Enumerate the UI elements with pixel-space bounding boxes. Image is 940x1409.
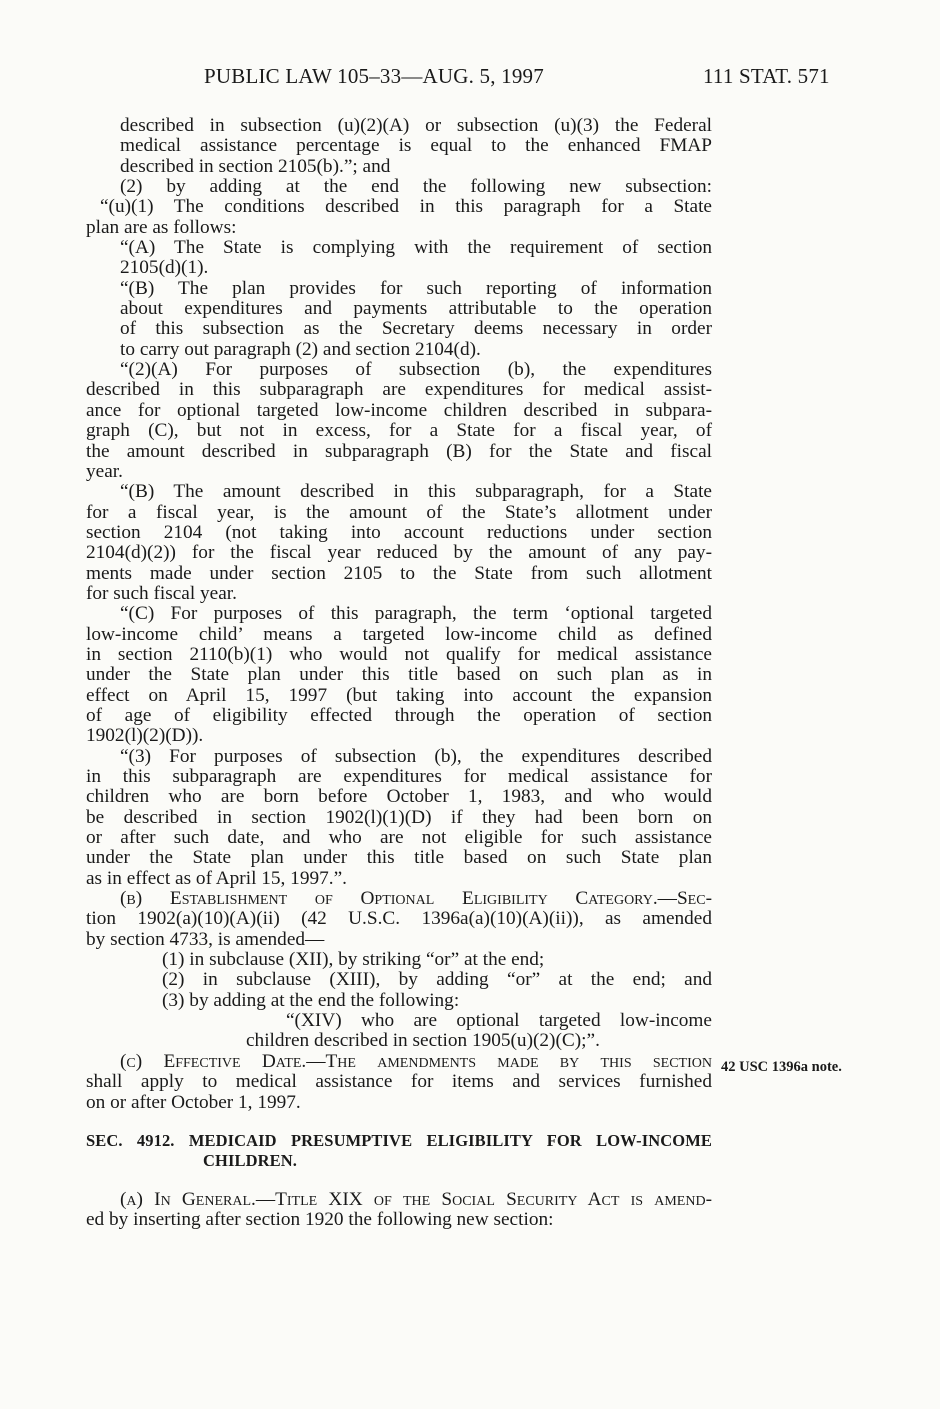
section-heading: CHILDREN. xyxy=(203,1151,297,1171)
text-line: ed by inserting after section 1920 the following new section: xyxy=(86,1208,554,1230)
text-line: to carry out paragraph (2) and section 2104(d). xyxy=(120,338,481,360)
text-line: “(u)(1) The conditions described in this paragraph for a State xyxy=(100,196,712,218)
text-line: of this subsection as the Secretary deems necessary in order xyxy=(120,318,712,340)
text-line: by section 4733, is amended— xyxy=(86,928,325,950)
text-line: section 2104 (not taking into account reductions under section xyxy=(86,521,712,543)
text-line: shall apply to medical assistance for items and services furnished xyxy=(86,1071,712,1093)
text-line: “(B) The plan provides for such reporting of information xyxy=(120,277,712,299)
text-line: tion 1902(a)(10)(A)(ii) (42 U.S.C. 1396a(a)(10)(A)(ii)), as amended xyxy=(86,908,712,930)
text-line: ments made under section 2105 to the State from such allotment xyxy=(86,562,712,584)
text-line: described in this subparagraph are expenditures for medical assist- xyxy=(86,379,712,401)
text-line: year. xyxy=(86,460,123,482)
text-line: 1902(l)(2)(D)). xyxy=(86,725,204,747)
text-line: (2) by adding at the end the following new subsection: xyxy=(120,176,712,198)
text-line: (a) In General.—Title XIX of the Social Security Act is amend- xyxy=(120,1188,712,1210)
page-header xyxy=(0,64,940,94)
text-line: plan are as follows: xyxy=(86,216,237,238)
margin-note: 42 USC 1396a note. xyxy=(721,1059,842,1075)
text-line: medical assistance percentage is equal to the enhanced FMAP xyxy=(120,135,712,157)
text-line: children who are born before October 1, 1983, and who would xyxy=(86,786,712,808)
text-line: effect on April 15, 1997 (but taking into account the expansion xyxy=(86,684,712,706)
text-line: graph (C), but not in excess, for a State for a fiscal year, of xyxy=(86,420,712,442)
text-line: the amount described in subparagraph (B) for the State and fiscal xyxy=(86,440,712,462)
text-line: “(C) For purposes of this paragraph, the term ‘optional targeted xyxy=(120,603,712,625)
text-line: described in section 2105(b).”; and xyxy=(120,155,391,177)
statute-citation: 111 STAT. 571 xyxy=(703,64,830,88)
header-title: PUBLIC LAW 105–33—AUG. 5, 1997 xyxy=(204,64,544,88)
text-line: children described in section 1905(u)(2)(C);”. xyxy=(246,1030,600,1052)
body-text xyxy=(86,116,712,1230)
text-line: “(A) The State is complying with the requirement of section xyxy=(120,237,712,259)
text-line: (2) in subclause (XIII), by adding “or” at the end; and xyxy=(162,969,712,991)
text-line: or after such date, and who are not eligible for such assistance xyxy=(86,827,712,849)
text-line: 2104(d)(2)) for the fiscal year reduced by the amount of any pay- xyxy=(86,542,712,564)
text-line: of age of eligibility effected through the operation of section xyxy=(86,704,712,726)
text-line: (c) Effective Date.—The amendments made by this section xyxy=(120,1050,712,1072)
text-line: as in effect as of April 15, 1997.”. xyxy=(86,867,347,889)
text-line: “(3) For purposes of subsection (b), the expenditures described xyxy=(120,745,712,767)
text-line: low-income child’ means a targeted low-income child as defined xyxy=(86,623,712,645)
text-line: under the State plan under this title based on such State plan xyxy=(86,847,712,869)
text-line: (3) by adding at the end the following: xyxy=(162,989,460,1011)
text-line: “(2)(A) For purposes of subsection (b), the expenditures xyxy=(120,359,712,381)
text-line: for a fiscal year, is the amount of the State’s allotment under xyxy=(86,501,712,523)
section-heading: SEC. 4912. MEDICAID PRESUMPTIVE ELIGIBILITY FOR LOW-INCOME xyxy=(86,1130,712,1150)
text-line: be described in section 1902(l)(1)(D) if they had been born on xyxy=(86,806,712,828)
text-line: 2105(d)(1). xyxy=(120,257,209,279)
text-line: (b) Establishment of Optional Eligibility Category.—Sec- xyxy=(120,888,712,910)
text-line: in section 2110(b)(1) who would not qualify for medical assistance xyxy=(86,643,712,665)
text-line: under the State plan under this title based on such plan as in xyxy=(86,664,712,686)
spacer xyxy=(86,1172,712,1190)
text-line: ance for optional targeted low-income children described in subpara- xyxy=(86,399,712,421)
text-line: “(XIV) who are optional targeted low-income xyxy=(286,1010,712,1032)
text-line: “(B) The amount described in this subparagraph, for a State xyxy=(120,481,712,503)
text-line: about expenditures and payments attributable to the operation xyxy=(120,298,712,320)
text-line: (1) in subclause (XII), by striking “or” at the end; xyxy=(162,949,545,971)
text-line: for such fiscal year. xyxy=(86,582,237,604)
text-line: on or after October 1, 1997. xyxy=(86,1091,301,1113)
spacer xyxy=(86,1113,712,1131)
text-line: in this subparagraph are expenditures for medical assistance for xyxy=(86,766,712,787)
text-line: described in subsection (u)(2)(A) or subsection (u)(3) the Federal xyxy=(120,115,712,136)
